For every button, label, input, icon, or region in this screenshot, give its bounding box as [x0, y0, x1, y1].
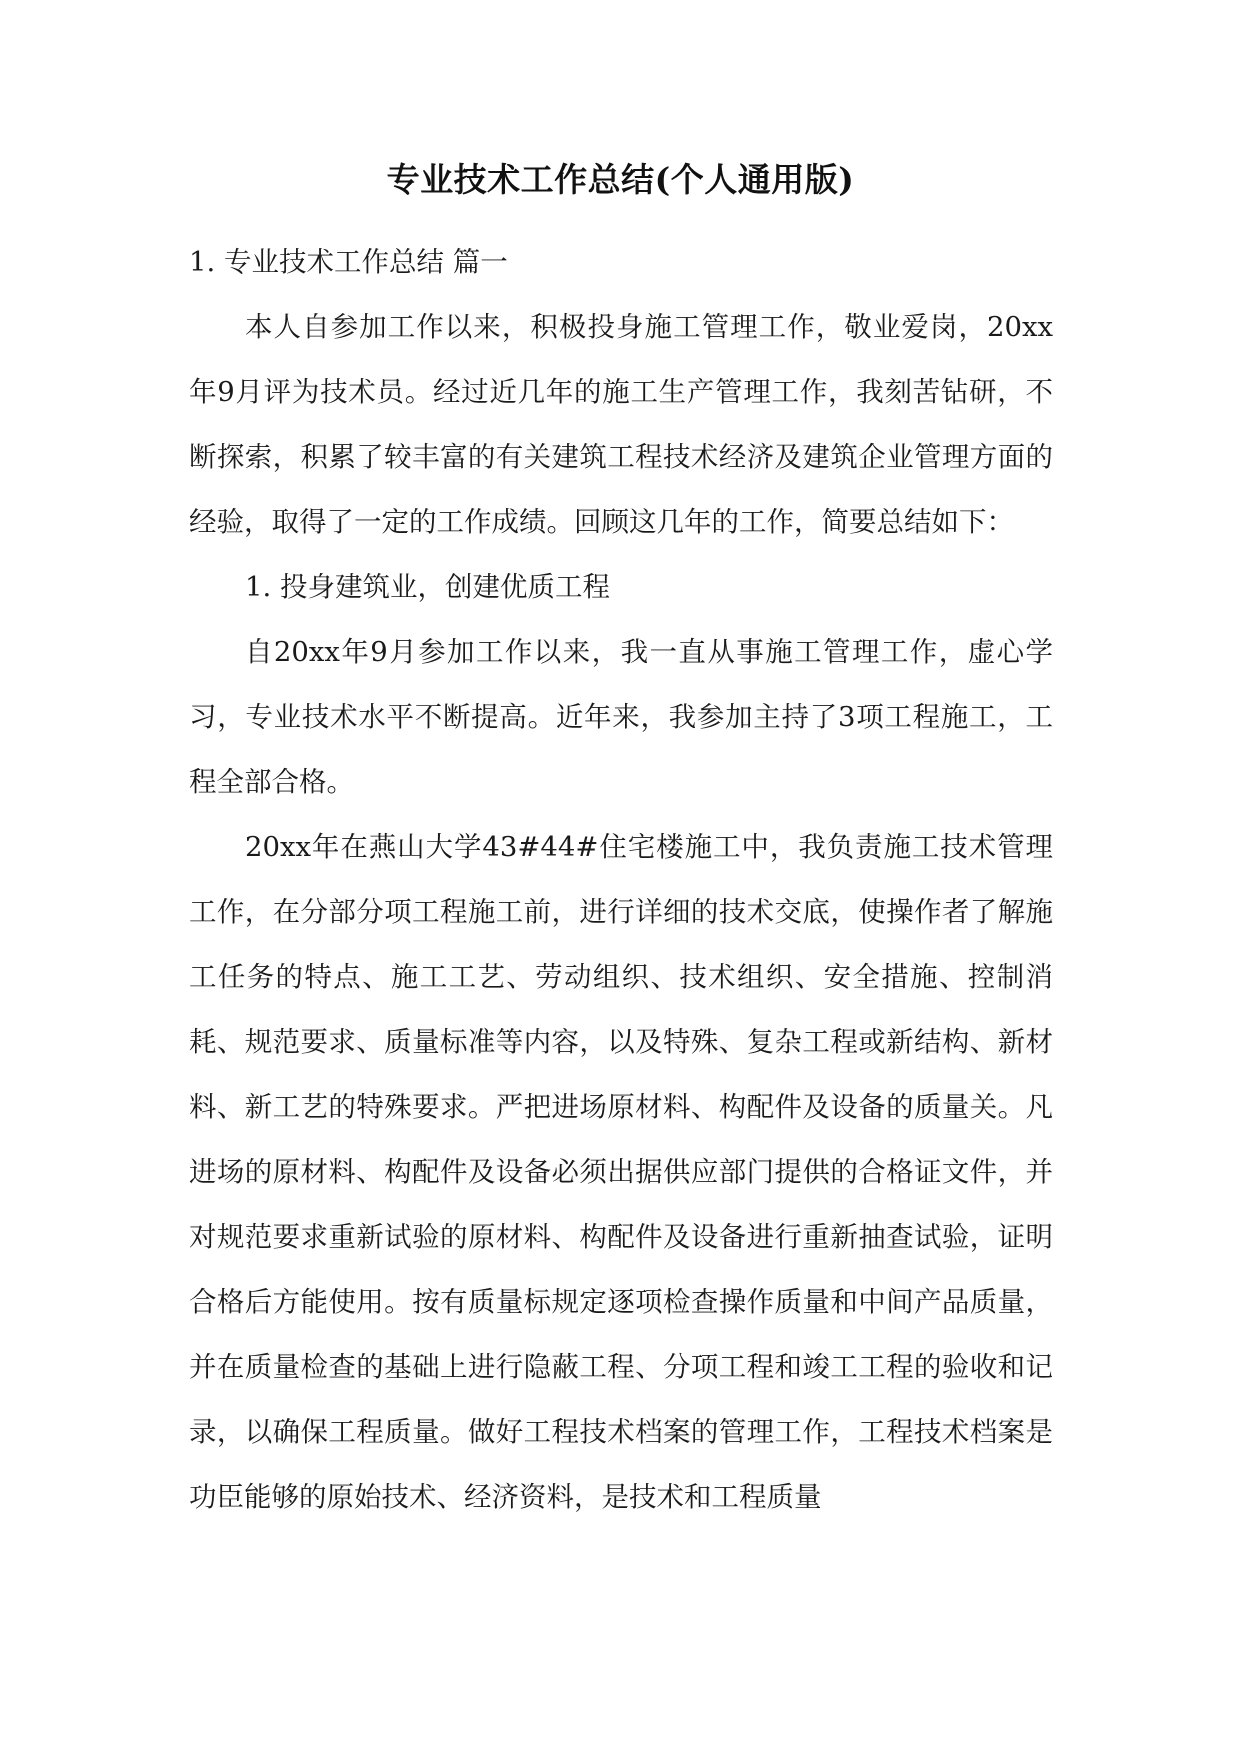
- paragraph-2: 自20xx年9月参加工作以来，我一直从事施工管理工作，虚心学习，专业技术水平不断提高。近年来，我参加主持了3项工程施工，工程全部合格。: [189, 636, 1053, 798]
- subheading-1: 1. 投身建筑业，创建优质工程: [245, 571, 610, 603]
- document-body: [189, 230, 1053, 1530]
- document-title: 专业技术工作总结(个人通用版): [386, 160, 855, 199]
- paragraph-intro: 本人自参加工作以来，积极投身施工管理工作，敬业爱岗，20xx年9月评为技术员。经过近几年的施工生产管理工作，我刻苦钻研，不断探索，积累了较丰富的有关建筑工程技术经济及建筑企业管理方面的经验，取得了一定的工作成绩。回顾这几年的工作，简要总结如下：: [189, 311, 1053, 538]
- paragraph-3: 20xx年在燕山大学43#44#住宅楼施工中，我负责施工技术管理工作，在分部分项工程施工前，进行详细的技术交底，使操作者了解施工任务的特点、施工工艺、劳动组织、技术组织、安全措施、控制消耗、规范要求、质量标准等内容，以及特殊、复杂工程或新结构、新材料、新工艺的特殊要求。严把进场原材料、构配件及设备的质量关。凡进场的原材料、构配件及设备必须出据供应部门提供的合格证文件，并对规范要求重新试验的原材料、构配件及设备进行重新抽查试验，证明合格后方能使用。按有质量标规定逐项检查操作质量和中间产品质量，并在质量检查的基础上进行隐蔽工程、分项工程和竣工工程的验收和记录，以确保工程质量。做好工程技术档案的管理工作，工程技术档案是功臣能够的原始技术、经济资料，是技术和工程质量: [189, 831, 1053, 1513]
- section-heading: 1. 专业技术工作总结 篇一: [189, 246, 508, 278]
